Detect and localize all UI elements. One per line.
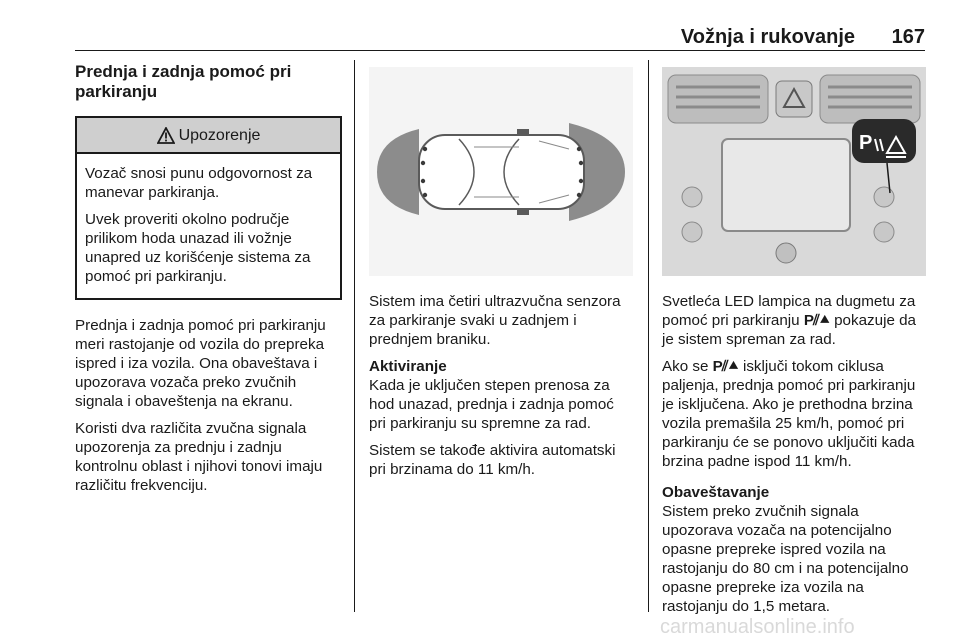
car-top-view-figure — [369, 67, 633, 276]
paragraph: Prednja i zadnja pomoć pri parkiranju meri rastojanje od vozila do prepreka ispred i iza vozila. Ona obaveštava i upozorava vozača preko zvučnih signala i obaveštenja na ekranu. — [75, 317, 326, 410]
warning-body — [77, 154, 340, 298]
warning-box — [75, 116, 342, 300]
paragraph: Koristi dva različita zvučna signala upozorenja za prednju i zadnju kontrolnu oblast i njihovi tonovi imaju različitu frekvenciju. — [75, 420, 323, 494]
warning-triangle-icon — [157, 127, 175, 144]
subheading: Obaveštavanje — [662, 484, 770, 501]
paragraph: Sistem ima četiri ultrazvučna senzora za parkiranje svaki u zadnjem i prednjem braniku. — [369, 293, 621, 348]
dashboard-figure — [662, 67, 926, 276]
page-number: 167 — [891, 26, 925, 48]
column-divider — [354, 60, 355, 612]
warning-header — [77, 118, 340, 154]
svg-text:P: P — [859, 132, 873, 154]
section-heading: Prednja i zadnja pomoć pri parkiranju — [75, 62, 292, 101]
warning-text: Vozač snosi punu odgovornost za manevar parkiranja. — [85, 165, 313, 201]
column-1 — [75, 62, 342, 503]
warning-title: Upozorenje — [178, 126, 261, 144]
warning-text: Uvek proveriti okolno područje prilikom hoda unazad ili vožnje unapred uz korišćenje sistema za pomoć pri parkiranju. — [85, 211, 311, 285]
park-assist-icon: P⫽⯅ — [712, 358, 739, 375]
column-divider — [648, 60, 649, 612]
column-3 — [662, 292, 926, 624]
header-title: Vožnja i rukovanje — [680, 26, 855, 48]
paragraph: Svetleća LED lampica na dugmetu za pomoć pri parkiranju P⫽⯅ pokazuje da je sistem spreman za rad. — [662, 293, 917, 348]
paragraph: Kada je uključen stepen prenosa za hod unazad, prednja i zadnja pomoć pri parkiranju su spremne za rad. — [369, 377, 614, 432]
watermark: carmanualsonline.info — [660, 616, 855, 638]
subheading: Aktiviranje — [369, 358, 447, 375]
paragraph: Ako se P⫽⯅ isključi tokom ciklusa paljenja, prednja pomoć pri parkiranju je isključena. Ako je prethodna brzina vozila premašila 25 km/h, pomoć pri parkiranju će se ponovo uključiti kada brzina padne ispod 11 km/h. — [662, 358, 916, 470]
column-2 — [369, 292, 633, 487]
page-header — [75, 20, 925, 51]
park-assist-icon: P⫽⯅ — [803, 312, 830, 329]
paragraph: Sistem se takođe aktivira automatski pri brzinama do 11 km/h. — [369, 442, 616, 478]
paragraph: Sistem preko zvučnih signala upozorava vozača na potencijalno opasne prepreke ispred vozila na rastojanju do 80 cm i na potencijalno opasne prepreke iza vozila na rastojanju do 1,5 metara. — [662, 503, 909, 615]
